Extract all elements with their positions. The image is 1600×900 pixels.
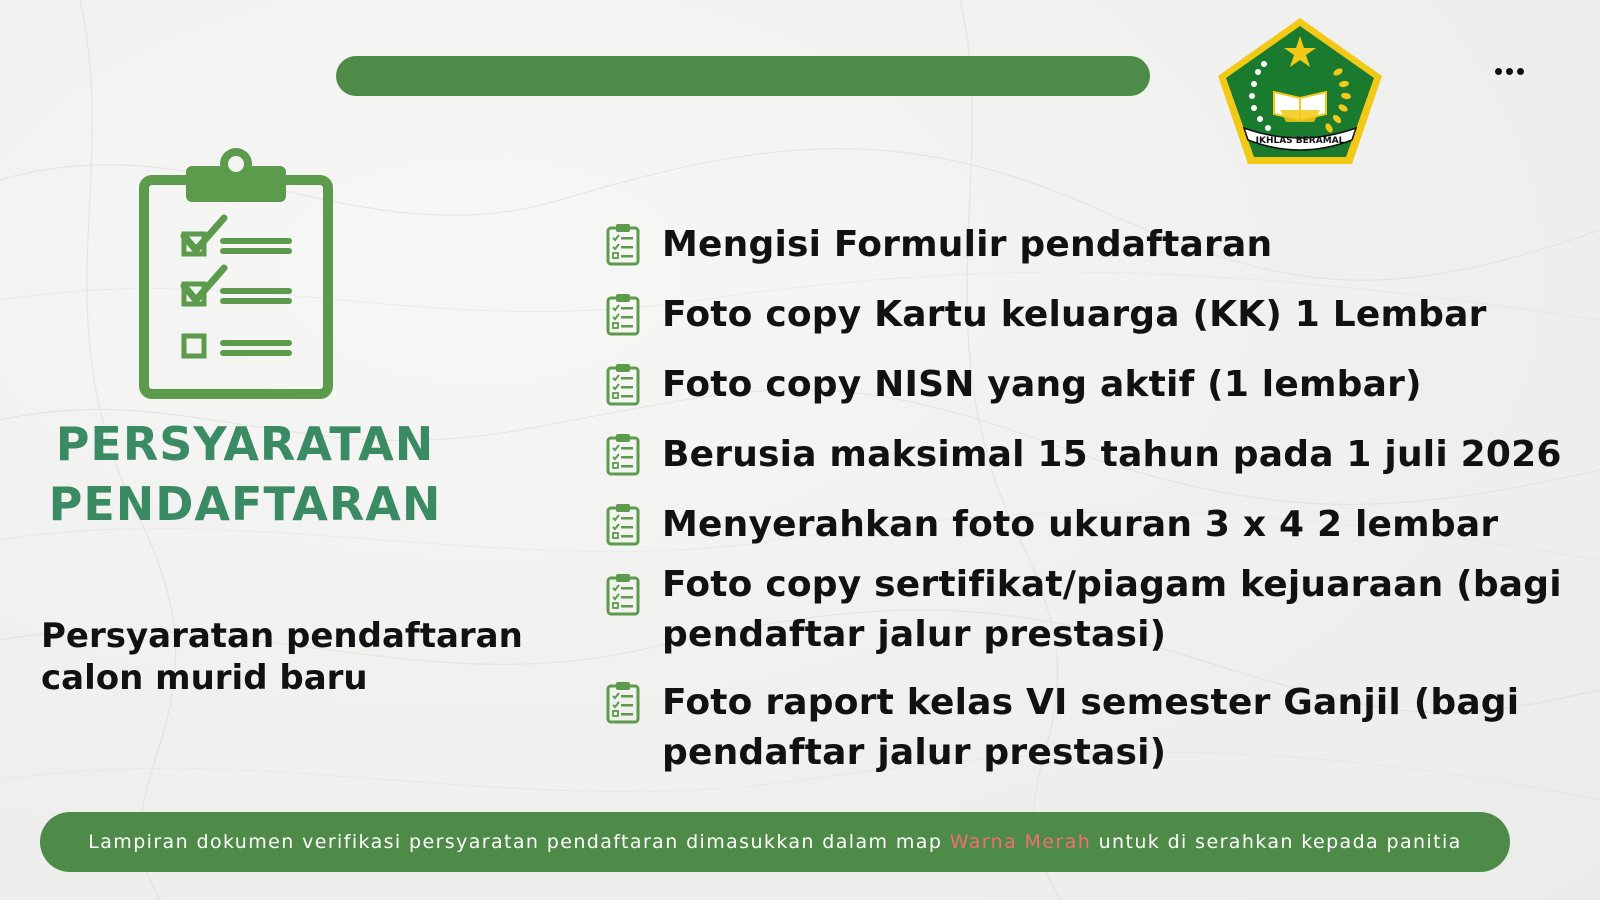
page-title: [20, 414, 470, 534]
footer-note: [88, 831, 1461, 853]
list-item: [606, 560, 1562, 660]
requirement-text: pendaftar jalur prestasi): [662, 614, 1167, 655]
footer-note-text: Lampiran dokumen verifikasi persyaratan pendaftaran dimasukkan dalam map: [88, 831, 950, 853]
checklist-icon: [606, 502, 640, 546]
list-item: [606, 430, 1562, 480]
requirement-text: pendaftar jalur prestasi): [662, 732, 1167, 773]
checklist-icon: [606, 362, 640, 406]
list-item: [606, 678, 1519, 778]
requirement-text: Foto copy NISN yang aktif (1 lembar): [662, 364, 1422, 405]
requirement-text: Foto copy sertifikat/piagam kejuaraan (bagi: [662, 564, 1562, 605]
page-subtitle-line-2: calon murid baru: [41, 658, 368, 698]
page-title-line-2: PENDAFTARAN: [48, 477, 442, 531]
kemenag-logo: [1214, 14, 1386, 166]
footer-note-highlight: Warna Merah: [949, 831, 1092, 853]
requirement-text: Foto raport kelas VI semester Ganjil (bagi: [662, 682, 1520, 723]
checklist-icon: [606, 572, 640, 616]
requirement-text: Berusia maksimal 15 tahun pada 1 juli 2026: [662, 434, 1562, 475]
page-subtitle: [41, 615, 561, 699]
checklist-icon: [606, 680, 640, 724]
more-options-icon[interactable]: [1486, 58, 1532, 84]
page-subtitle-line-1: Persyaratan pendaftaran: [41, 616, 523, 656]
list-item: [606, 500, 1498, 550]
list-item: [606, 360, 1422, 410]
requirement-text: Menyerahkan foto ukuran 3 x 4 2 lembar: [662, 504, 1499, 545]
logo-banner-text: IKHLAS BERAMAL: [1255, 136, 1345, 146]
list-item: [606, 290, 1487, 340]
page-title-line-1: PERSYARATAN: [55, 417, 435, 471]
top-accent-bar: [336, 56, 1150, 96]
requirement-text: Mengisi Formulir pendaftaran: [662, 224, 1273, 265]
checklist-icon: [606, 222, 640, 266]
clipboard-checklist-icon: [136, 146, 336, 402]
checklist-icon: [606, 432, 640, 476]
footer-note-bar: [40, 812, 1510, 872]
footer-note-text-end: untuk di serahkan kepada panitia: [1091, 831, 1462, 853]
requirement-text: Foto copy Kartu keluarga (KK) 1 Lembar: [662, 294, 1487, 335]
list-item: [606, 220, 1272, 270]
checklist-icon: [606, 292, 640, 336]
